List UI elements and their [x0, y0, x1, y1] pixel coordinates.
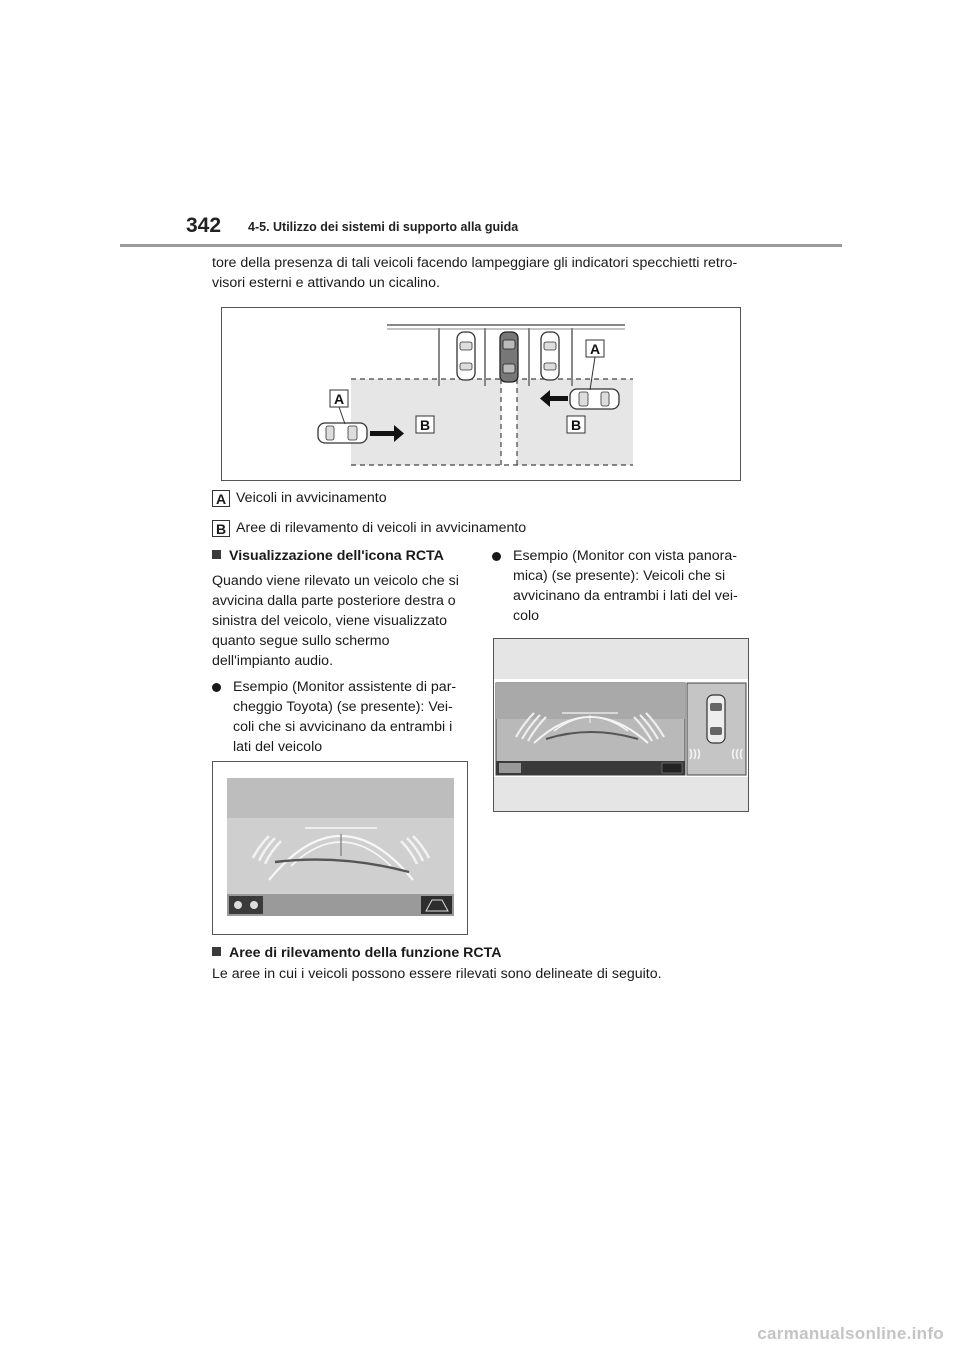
watermark: carmanualsonline.info [757, 1324, 944, 1343]
parking-assist-monitor-screen [213, 762, 467, 934]
parked-car-2 [541, 332, 559, 380]
svg-text:B: B [419, 417, 431, 433]
detection-areas-body: Le aree in cui i veicoli possono essere rilevati sono delineate di seguito. [212, 966, 662, 982]
detection-areas-heading: Aree di rilevamento della funzione RCTA [212, 943, 502, 963]
legend-text-b: Aree di rilevamento di veicoli in avvicinamento [236, 520, 527, 536]
svg-text:A: A [333, 391, 345, 407]
panoramic-monitor-figure [493, 638, 749, 812]
parking-assist-monitor-figure [212, 761, 468, 935]
own-vehicle [500, 332, 518, 382]
rcta-icon-heading: Visualizzazione dell'icona RCTA [212, 546, 478, 566]
camera-view-icon [662, 763, 682, 773]
legend-key-b: B [212, 520, 230, 537]
bullet-panoramic-view: Esempio (Monitor con vista panora- mica) (se presente): Veicoli che si avvicinano da entrambi i lati del vei- colo [492, 546, 758, 626]
rcta-icon-section [212, 546, 478, 757]
header-divider [120, 244, 842, 247]
round-bullet-icon [212, 683, 221, 692]
legend-item-b [212, 518, 526, 538]
callout-a-right [586, 340, 604, 357]
rcta-icon-status [499, 763, 521, 773]
square-bullet-icon [212, 550, 221, 559]
square-bullet-icon [212, 947, 221, 956]
svg-text:B: B [570, 417, 582, 433]
page-number: 342 [186, 214, 222, 237]
bullet-parking-assist: Esempio (Monitor assistente di par- cheggio Toyota) (se presente): Vei- coli che si avvicinano da entrambi i lati del veicolo [212, 677, 478, 757]
intro-line-1: tore della presenza di tali veicoli facendo lampeggiare gli indicatori specchietti retro- [212, 255, 738, 271]
intro-line-2: visori esterni e attivando un cicalino. [212, 275, 440, 291]
callout-b-right [567, 416, 585, 433]
round-bullet-icon [492, 552, 501, 561]
approaching-vehicle-left [318, 423, 367, 443]
panoramic-monitor-screen [494, 639, 748, 811]
parking-diagram [222, 308, 740, 480]
legend-item-a [212, 488, 387, 508]
top-view-vehicle [707, 695, 725, 743]
legend-text-a: Veicoli in avvicinamento [236, 490, 387, 506]
callout-a-left [330, 390, 348, 407]
parked-car-1 [457, 332, 475, 380]
section-title: 4-5. Utilizzo dei sistemi di supporto alla guida [248, 220, 519, 234]
svg-text:A: A [589, 341, 601, 357]
approaching-vehicle-right [570, 389, 619, 409]
parking-diagram-figure [221, 307, 741, 481]
callout-b-left [416, 416, 434, 433]
rcta-icon-body: Quando viene rilevato un veicolo che si avvicina dalla parte posteriore destra o sinistra del veicolo, viene visualizzato quanto segue sullo schermo dell'impianto audio. [212, 573, 459, 669]
intro-paragraph [212, 253, 772, 293]
legend-key-a: A [212, 490, 230, 507]
